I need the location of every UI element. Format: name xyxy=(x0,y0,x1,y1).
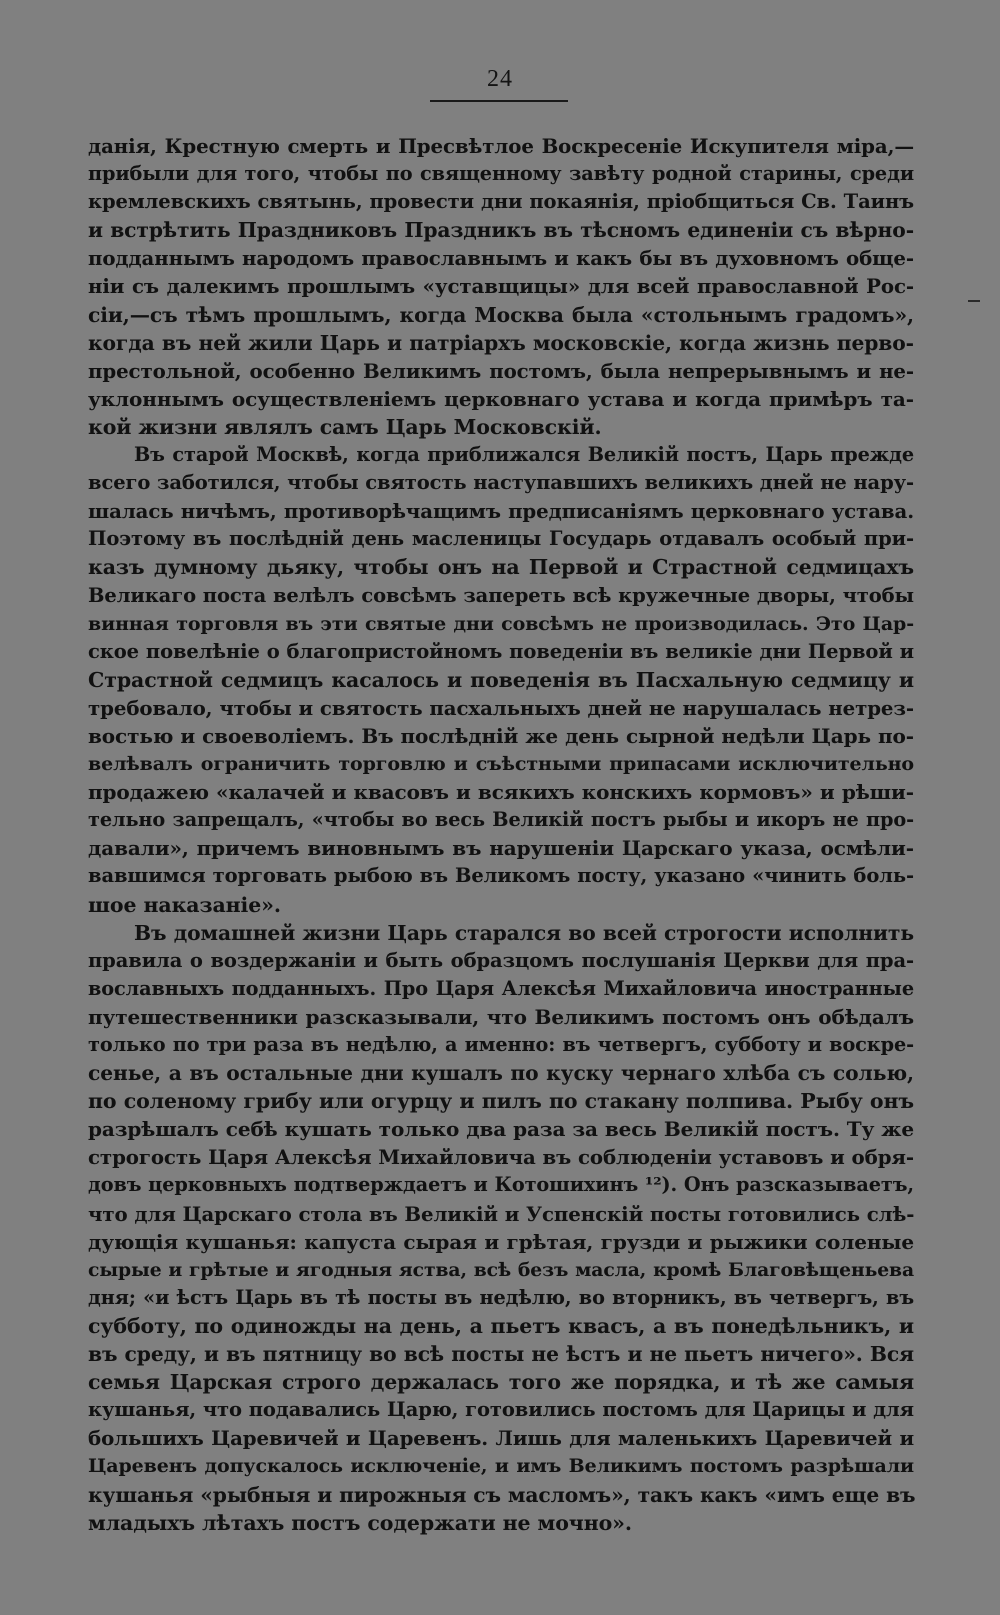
text-line: вославныхъ подданныхъ. Про Царя Алексѣя Михайловича иностранные xyxy=(88,976,914,1000)
text-line: сіи,—съ тѣмъ прошлымъ, когда Москва была «стольнымъ градомъ», xyxy=(88,302,914,327)
page-number: 24 xyxy=(487,66,513,92)
text-line: младыхъ лѣтахъ постъ содержати не мочно». xyxy=(88,1510,632,1535)
text-line: прибыли для того, чтобы по священному завѣту родной старины, среди xyxy=(88,162,914,186)
text-line: правила о воздержаніи и быть образцомъ послушанія Церкви для пра- xyxy=(88,948,914,972)
text-line: кушанья, что подавались Царю, готовились постомъ для Царицы и для xyxy=(88,1398,914,1422)
text-line: уклоннымъ осуществленіемъ церковнаго устава и когда примѣръ та- xyxy=(88,386,914,411)
text-line: продажею «калачей и квасовъ и всякихъ конскихъ кормовъ» и рѣши- xyxy=(88,780,914,805)
text-line: и встрѣтить Праздниковъ Праздникъ въ тѣсномъ единеніи съ вѣрно- xyxy=(88,218,914,243)
text-line: шалась ничѣмъ, противорѣчащимъ предписаніямъ церковнаго устава. xyxy=(88,499,914,524)
text-line: по соленому грибу или огурцу и пилъ по стакану полпива. Рыбу онъ xyxy=(88,1089,914,1114)
text-line: когда въ ней жили Царь и патріархъ московскіе, когда жизнь перво- xyxy=(88,330,914,355)
text-line: разрѣшалъ себѣ кушать только два раза за весь Великій постъ. Ту же xyxy=(88,1117,914,1142)
text-line: тельно запрещалъ, «чтобы во весь Великій постъ рыбы и икоръ не про- xyxy=(88,808,914,832)
text-line: данія, Крестную смерть и Пресвѣтлое Воскресеніе Искупителя міра,— xyxy=(88,134,914,158)
text-line: путешественники разсказывали, что Великимъ постомъ онъ обѣдалъ xyxy=(88,1004,914,1029)
text-line: большихъ Царевичей и Царевенъ. Лишь для маленькихъ Царевичей и xyxy=(88,1426,914,1451)
text-line: строгость Царя Алексѣя Михайловича въ соблюденіи уставовъ и обря- xyxy=(88,1145,914,1170)
text-line: Поэтому въ послѣдній день масленицы Государь отдавалъ особый при- xyxy=(88,527,914,551)
text-line: ніи съ далекимъ прошлымъ «уставщицы» для всей православной Рос- xyxy=(88,274,914,299)
text-line: винная торговля въ эти святые дни совсѣмъ не производилась. Это Цар- xyxy=(88,612,914,635)
text-line: Страстной седмицъ касалось и поведенія въ Пасхальную седмицу и xyxy=(88,667,914,692)
text-line: въ среду, и въ пятницу во всѣ посты не ѣстъ и не пьетъ ничего». Вся xyxy=(88,1342,914,1367)
text-line: давали», причемъ виновнымъ въ нарушеніи Царскаго указа, осмѣли- xyxy=(88,836,914,861)
text-line: востью и своеволіемъ. Въ послѣдній же день сырной недѣли Царь по- xyxy=(88,723,914,748)
text-line: сырые и грѣтые и ягодныя яства, всѣ безъ масла, кромѣ Благовѣщеньева xyxy=(88,1258,914,1281)
text-line: ское повелѣніе о благопристойномъ поведеніи въ великіе дни Первой и xyxy=(88,639,914,663)
text-line: довъ церковныхъ подтверждаетъ и Котошихинъ ¹²). Онъ разсказываетъ, xyxy=(88,1173,914,1197)
text-line: дующія кушанья: капуста сырая и грѣтая, грузди и рыжики соленые xyxy=(88,1229,914,1254)
text-line: требовало, чтобы и святость пасхальныхъ дней не нарушалась нетрез- xyxy=(88,695,914,720)
text-line: шое наказаніе». xyxy=(88,892,281,917)
text-line: субботу, по одиножды на день, а пьетъ квасъ, а въ понедѣльникъ, и xyxy=(88,1313,914,1338)
text-line: семья Царская строго держалась того же порядка, и тѣ же самыя xyxy=(88,1370,914,1395)
body-text xyxy=(88,132,914,1537)
text-line: что для Царскаго стола въ Великій и Успенскій посты готовились слѣ- xyxy=(88,1201,915,1226)
text-line: вавшимся торговать рыбою въ Великомъ посту, указано «чинить боль- xyxy=(88,864,914,888)
text-line: дня; «и ѣстъ Царь въ тѣ посты въ недѣлю, во вторникъ, въ четвергъ, въ xyxy=(88,1285,914,1309)
text-line: кой жизни являлъ самъ Царь Московскій. xyxy=(88,414,602,439)
page-number-rule xyxy=(430,100,568,102)
text-line: Царевенъ допускалось исключеніе, и имъ Великимъ постомъ разрѣшали xyxy=(88,1455,914,1478)
text-line: кушанья «рыбныя и пирожныя съ масломъ», такъ какъ «имъ еще въ xyxy=(88,1482,916,1507)
text-line: кремлевскихъ святынь, провести дни покаянія, пріобщиться Св. Таинъ xyxy=(88,190,914,214)
text-line: только по три раза въ недѣлю, а именно: въ четвергъ, субботу и воскре- xyxy=(88,1033,914,1056)
text-line: Въ старой Москвѣ, когда приближался Великій постъ, Царь прежде xyxy=(134,443,914,467)
text-line: велѣвалъ ограничить торговлю и съѣстными припасами исключительно xyxy=(88,753,914,776)
text-line: Великаго поста велѣлъ совсѣмъ запереть всѣ кружечные дворы, чтобы xyxy=(88,583,914,607)
text-line: подданнымъ народомъ православнымъ и какъ бы въ духовномъ обще- xyxy=(88,246,914,271)
text-line: престольной, особенно Великимъ постомъ, была непрерывнымъ и не- xyxy=(88,358,914,383)
text-line: всего заботился, чтобы святость наступавшихъ великихъ дней не нару- xyxy=(88,471,914,495)
text-line: Въ домашней жизни Царь старался во всей строгости исполнить xyxy=(134,920,914,945)
text-line: казъ думному дьяку, чтобы онъ на Первой и Страстной седмицахъ xyxy=(88,555,914,580)
margin-mark xyxy=(968,300,980,302)
text-line: сенье, а въ остальные дни кушалъ по куску чернаго хлѣба съ солью, xyxy=(88,1061,914,1086)
